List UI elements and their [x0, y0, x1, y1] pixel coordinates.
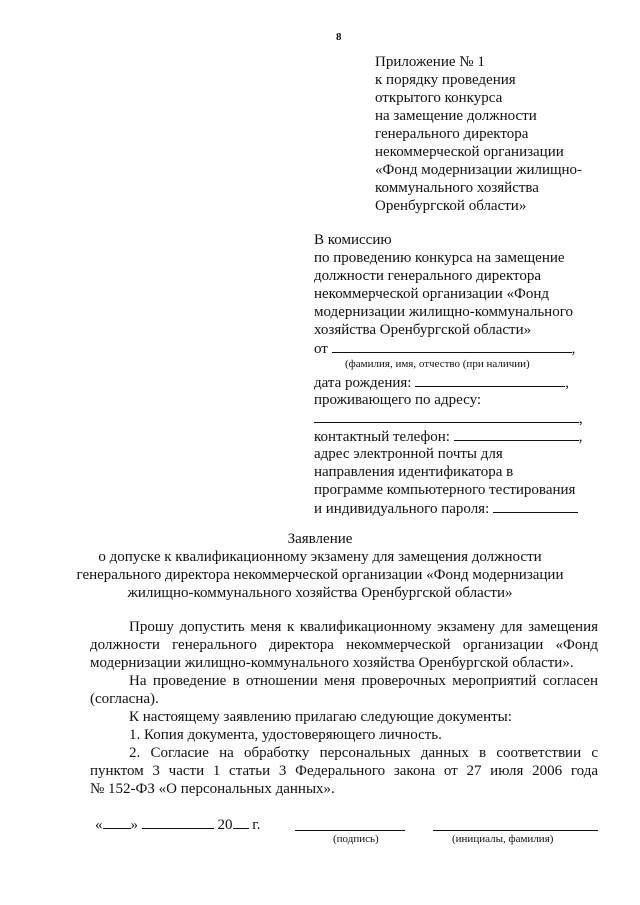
appendix-line: Оренбургской области»	[375, 198, 527, 214]
appendix-line: генерального директора	[375, 126, 529, 142]
document-list-item: пунктом 3 части 1 статьи 3 Федерального закона от 27 июля 2006 года	[90, 763, 598, 779]
appendix-line: открытого конкурса	[375, 90, 503, 106]
email-line: программе компьютерного тестирования	[314, 482, 576, 498]
comma: ,	[565, 375, 569, 391]
body-paragraph: Прошу допустить меня к квалификационному экзамену для замещения	[129, 619, 598, 635]
comma: ,	[571, 341, 576, 357]
addressee-line: хозяйства Оренбургской области»	[314, 322, 532, 338]
addressee-line: некоммерческой организации «Фонд	[314, 286, 550, 302]
document-list-item: № 152-ФЗ «О персональных данных».	[90, 781, 335, 797]
appendix-line: на замещение должности	[375, 108, 537, 124]
open-quote: «	[95, 817, 103, 833]
from-label: от	[314, 341, 328, 357]
document-title-line: о допуске к квалификационному экзамену для замещения должности	[98, 549, 542, 565]
day-field[interactable]	[103, 815, 131, 829]
address-field[interactable]	[314, 409, 579, 423]
addressee-line: В комиссию	[314, 232, 392, 248]
address-label: проживающего по адресу:	[314, 392, 482, 408]
phone-field[interactable]	[454, 427, 579, 441]
year-suffix: г.	[252, 817, 261, 833]
phone-label: контактный телефон:	[314, 429, 450, 445]
document-title-line: генерального директора некоммерческой организации «Фонд модернизации	[76, 567, 564, 583]
comma: ,	[578, 429, 583, 445]
body-paragraph: К настоящему заявлению прилагаю следующие документы:	[129, 709, 512, 725]
appendix-line: коммунального хозяйства	[375, 180, 539, 196]
page-number: 8	[336, 31, 342, 43]
name-line[interactable]	[433, 830, 598, 831]
year-prefix: 20	[217, 817, 233, 833]
addressee-line: модернизации жилищно-коммунального	[314, 304, 573, 320]
year-field[interactable]	[233, 815, 249, 829]
addressee-line: должности генерального директора	[314, 268, 542, 284]
document-list-item: 1. Копия документа, удостоверяющего личность.	[129, 727, 442, 743]
body-paragraph: модернизации жилищно-коммунального хозяйства Оренбургской области».	[90, 655, 574, 671]
date-row	[95, 815, 260, 834]
appendix-line: «Фонд модернизации жилищно-	[375, 162, 583, 178]
email-field[interactable]	[493, 499, 578, 513]
body-paragraph: (согласна).	[90, 691, 159, 707]
address-row	[314, 409, 583, 428]
appendix-line: некоммерческой организации	[375, 144, 564, 160]
document-heading: Заявление	[287, 531, 353, 547]
body-paragraph: должности генерального директора некоммерческой организации «Фонд	[90, 637, 598, 653]
close-quote: »	[130, 817, 138, 833]
document-list-item: 2. Согласие на обработку персональных данных в соответствии с	[129, 745, 598, 761]
addressee-line: по проведению конкурса на замещение	[314, 250, 565, 266]
birth-row	[314, 373, 569, 392]
month-field[interactable]	[142, 815, 214, 829]
birth-label: дата рождения:	[314, 375, 412, 391]
appendix-line: к порядку проведения	[375, 72, 516, 88]
phone-row	[314, 427, 582, 446]
birth-date-field[interactable]	[415, 373, 565, 387]
password-row	[314, 499, 578, 518]
appendix-line: Приложение № 1	[375, 54, 485, 70]
email-line: адрес электронной почты для	[314, 446, 503, 462]
signature-hint: (подпись)	[333, 833, 379, 845]
email-line: направления идентификатора в	[314, 464, 514, 480]
fio-field[interactable]	[332, 339, 572, 353]
name-hint: (инициалы, фамилия)	[452, 833, 554, 845]
body-paragraph: На проведение в отношении меня проверочных мероприятий согласен	[129, 673, 598, 689]
document-title-line: жилищно-коммунального хозяйства Оренбургской области»	[127, 585, 513, 601]
from-row	[314, 339, 575, 358]
password-label: и индивидуального пароля:	[314, 501, 490, 517]
signature-line[interactable]	[295, 830, 405, 831]
comma: ,	[579, 411, 583, 427]
fio-hint: (фамилия, имя, отчество (при наличии)	[345, 358, 530, 370]
